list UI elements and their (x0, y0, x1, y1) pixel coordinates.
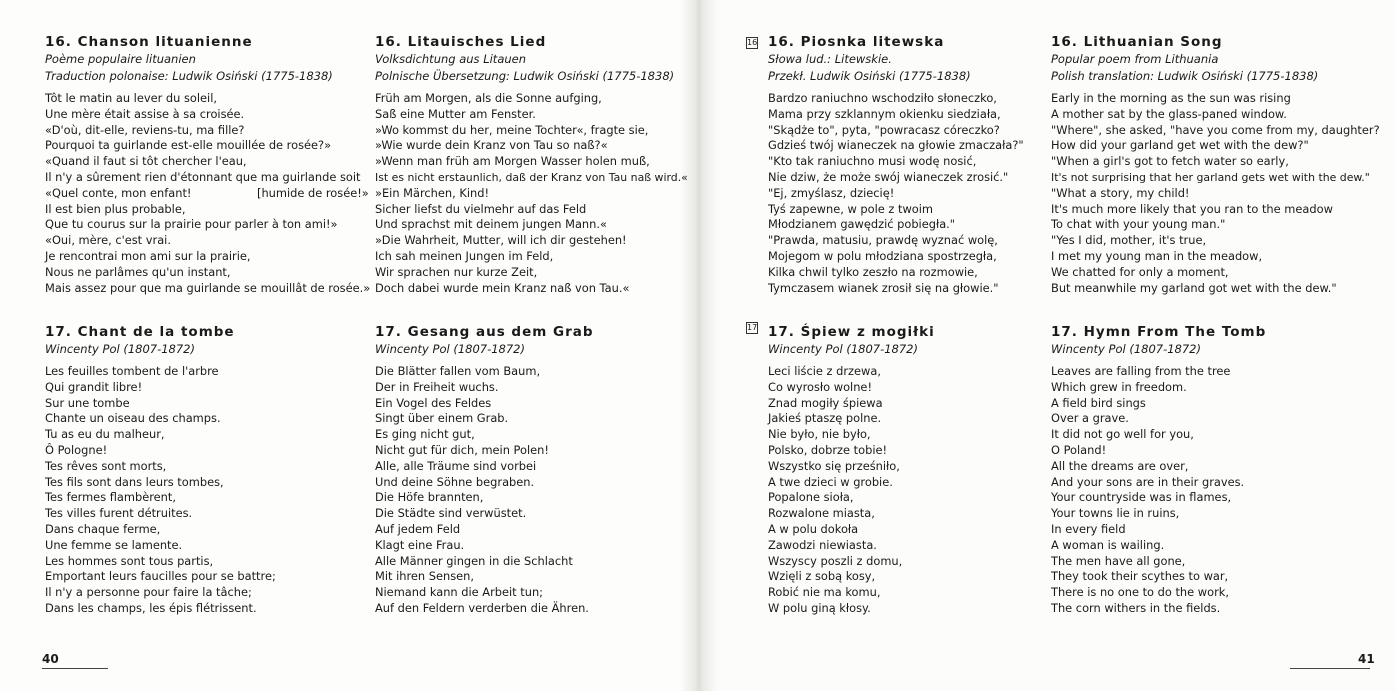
spiew-title: 17. Śpiew z mogiłki (768, 324, 935, 340)
verse-line: Mama przy szklannym okienku siedziała, (768, 106, 1001, 121)
verse-line: Tes fils sont dans leurs tombes, (45, 474, 224, 489)
verse-line: Die Blätter fallen vom Baum, (375, 364, 541, 378)
verse-line: Zawodzi niewiasta. (768, 537, 877, 552)
verse-line: There is no one to do the work, (1051, 585, 1229, 600)
verse-line-with-tag (45, 185, 369, 202)
verse-line: Emportant leurs faucilles pour se battre; (45, 569, 276, 584)
verse-line: Leci liście z drzewa, (768, 364, 881, 378)
verse-line: Wszystko się prześniło, (768, 458, 900, 473)
verse-line: Früh am Morgen, als die Sonne aufging, (375, 91, 602, 105)
verse-line: Your countryside was in flames, (1051, 490, 1232, 505)
chant-tombe-block (45, 323, 365, 617)
verse-line: We chatted for only a moment, (1051, 264, 1229, 279)
piosnka-verses (768, 91, 1088, 296)
chanson-title: 16. Chanson lituanienne (45, 34, 253, 50)
verse-line: Sur une tombe (45, 395, 130, 410)
lied-translation: Polnische Übersetzung: Ludwik Osiński (1775-1838) (375, 69, 675, 83)
verse-line: Tes rêves sont morts, (45, 458, 167, 473)
verse-line: I met my young man in the meadow, (1051, 248, 1263, 263)
verse-line: W polu giną kłosy. (768, 600, 871, 615)
verse-line: "Ej, zmyślasz, dziecię! (768, 185, 895, 200)
verse-line: Jakieś ptaszę polne. (768, 411, 882, 426)
verse-line: Alle Männer gingen in die Schlacht (375, 553, 573, 568)
verse-line: Tes fermes flambèrent, (45, 490, 176, 505)
piosnka-litewska-block (768, 33, 1088, 296)
verse-line: Bardzo raniuchno wschodziło słoneczko, (768, 91, 997, 105)
verse-continuation-tag: [humide de rosée!» (257, 185, 369, 200)
verse-line: Je rencontrai mon ami sur la prairie, (45, 248, 251, 263)
verse-line: Ein Vogel des Feldes (375, 395, 492, 410)
chant-title: 17. Chant de la tombe (45, 324, 235, 340)
verse-line: Die Städte sind verwüstet. (375, 506, 527, 521)
verse-line: They took their scythes to war, (1051, 569, 1229, 584)
piosnka-title: 16. Piosnka litewska (768, 34, 945, 50)
chanson-verses (45, 91, 371, 296)
hymn-author: Wincenty Pol (1807-1872) (1051, 342, 1201, 356)
verse-line: Tes villes furent détruites. (45, 506, 193, 521)
verse-line: Rozwalone miasta, (768, 506, 875, 521)
gesang-grab-block (375, 323, 695, 617)
verse-line: Il n'y a sûrement rien d'étonnant que ma guirlande soit (45, 169, 361, 184)
verse-line: Znad mogiły śpiewa (768, 395, 883, 410)
verse-text: «Quel conte, mon enfant! (45, 185, 192, 200)
verse-line: Nicht gut für dich, mein Polen! (375, 442, 549, 457)
verse-line: Tu as eu du malheur, (45, 427, 165, 442)
verse-line: It's much more likely that you ran to the meadow (1051, 201, 1333, 216)
chant-verses (45, 364, 365, 617)
verse-line: Il est bien plus probable, (45, 201, 186, 216)
verse-line: Ist es nicht erstaunlich, daß der Kranz von Tau naß wird.« (375, 170, 688, 184)
verse-line: Tôt le matin au lever du soleil, (45, 91, 218, 105)
piosnka-subtitle: Słowa lud.: Litewskie. (768, 52, 892, 66)
verse-line: »Die Wahrheit, Mutter, will ich dir gestehen! (375, 233, 627, 248)
verse-line: Nie dziw, że może swój wianeczek zrosić." (768, 169, 1009, 184)
page-number-left: 40 (42, 652, 59, 666)
verse-line: Leaves are falling from the tree (1051, 364, 1231, 378)
verse-line: A twe dzieci w grobie. (768, 474, 893, 489)
verse-line: Doch dabei wurde mein Kranz naß von Tau.« (375, 280, 630, 295)
verse-line: Mojegom w polu młodziana spostrzegła, (768, 248, 997, 263)
hymn-tomb-block (1051, 323, 1371, 617)
chant-author: Wincenty Pol (1807-1872) (45, 342, 195, 356)
verse-line: «Quand il faut si tôt chercher l'eau, (45, 154, 247, 169)
verse-line: Sicher liefst du vielmehr auf das Feld (375, 201, 587, 216)
verse-line: Les hommes sont tous partis, (45, 553, 214, 568)
verse-line: Les feuilles tombent de l'arbre (45, 364, 219, 378)
verse-line: Singt über einem Grab. (375, 411, 509, 426)
verse-line: Dans chaque ferme, (45, 521, 161, 536)
song-translation: Polish translation: Ludwik Osiński (1775-1838) (1051, 69, 1319, 83)
verse-line: Nie było, nie było, (768, 427, 871, 442)
verse-line: Qui grandit libre! (45, 379, 143, 394)
verse-line: Une mère était assise à sa croisée. (45, 106, 245, 121)
verse-line: In every field (1051, 521, 1126, 536)
verse-line: "Skądże to", pyta, "powracasz córeczko? (768, 122, 1000, 137)
verse-line: Młodzianem gawędzić pobiegła." (768, 217, 956, 232)
verse-line: "When a girl's got to fetch water so early, (1051, 154, 1289, 169)
litauisches-lied-block (375, 33, 695, 296)
piosnka-translation: Przekł. Ludwik Osiński (1775-1838) (768, 69, 971, 83)
verse-line: Und deine Söhne begraben. (375, 474, 535, 489)
verse-line: "Where", she asked, "have you come from my, daughter? (1051, 122, 1380, 137)
lied-verses (375, 91, 695, 296)
verse-line: And your sons are in their graves. (1051, 474, 1245, 489)
lied-subtitle: Volksdichtung aus Litauen (375, 52, 527, 66)
verse-line: Ô Pologne! (45, 442, 108, 457)
verse-line: Mais assez pour que ma guirlande se mouillât de rosée.» (45, 280, 371, 295)
verse-line: It did not go well for you, (1051, 427, 1194, 442)
verse-line: Que tu courus sur la prairie pour parler à ton ami!» (45, 217, 338, 232)
spiew-verses (768, 364, 1088, 617)
verse-line: «D'où, dit-elle, reviens-tu, ma fille? (45, 122, 245, 137)
verse-line: Nous ne parlâmes qu'un instant, (45, 264, 231, 279)
verse-line: Saß eine Mutter am Fenster. (375, 106, 536, 121)
verse-line: "Yes I did, mother, it's true, (1051, 233, 1207, 248)
verse-line: »Wie wurde dein Kranz von Tau so naß?« (375, 138, 608, 153)
verse-line: Auf jedem Feld (375, 521, 461, 536)
verse-line: A w polu dokoła (768, 521, 859, 536)
verse-line: Early in the morning as the sun was rising (1051, 91, 1291, 105)
verse-line: Mit ihren Sensen, (375, 569, 474, 584)
verse-line: A mother sat by the glass-paned window. (1051, 106, 1287, 121)
verse-line: Der in Freiheit wuchs. (375, 379, 499, 394)
verse-line: Robić nie ma komu, (768, 585, 881, 600)
spiew-mogilki-block (768, 323, 1088, 617)
song-verses (1051, 91, 1380, 296)
verse-line: The men have all gone, (1051, 553, 1186, 568)
verse-line: Die Höfe brannten, (375, 490, 484, 505)
verse-line: Und sprachst mit deinem jungen Mann.« (375, 217, 607, 232)
verse-line: Tyś zapewne, w pole z twoim (768, 201, 934, 216)
lied-title: 16. Litauisches Lied (375, 34, 547, 50)
chanson-translation: Traduction polonaise: Ludwik Osiński (1775-1838) (45, 69, 333, 83)
verse-line: How did your garland get wet with the dew?" (1051, 138, 1309, 153)
verse-line: »Wo kommst du her, meine Tochter«, fragte sie, (375, 122, 649, 137)
verse-line: »Ein Märchen, Kind! (375, 185, 490, 200)
verse-line: Ich sah meinen Jungen im Feld, (375, 248, 554, 263)
verse-line: Over a grave. (1051, 411, 1129, 426)
verse-line: A woman is wailing. (1051, 537, 1165, 552)
verse-line: O Poland! (1051, 442, 1107, 457)
verse-line: Co wyrosło wolne! (768, 379, 873, 394)
track-number-box: 17 (747, 323, 758, 332)
gesang-author: Wincenty Pol (1807-1872) (375, 342, 525, 356)
page-number-rule-left (42, 668, 108, 669)
verse-line: Auf den Feldern verderben die Ähren. (375, 600, 589, 615)
page-number-rule-right (1290, 668, 1370, 669)
verse-line: The corn withers in the fields. (1051, 600, 1221, 615)
verse-line: Es ging nicht gut, (375, 427, 475, 442)
gesang-title: 17. Gesang aus dem Grab (375, 324, 594, 340)
song-subtitle: Popular poem from Lithuania (1051, 52, 1219, 66)
verse-line: Alle, alle Träume sind vorbei (375, 458, 537, 473)
verse-line: Dans les champs, les épis flétrissent. (45, 600, 257, 615)
lithuanian-song-block (1051, 33, 1380, 296)
verse-line: Wszyscy poszli z domu, (768, 553, 903, 568)
verse-line: «Oui, mère, c'est vrai. (45, 233, 171, 248)
song-title: 16. Lithuanian Song (1051, 34, 1223, 50)
verse-line: "What a story, my child! (1051, 185, 1190, 200)
verse-line: Kilka chwil tylko zeszło na rozmowie, (768, 264, 978, 279)
verse-line: Klagt eine Frau. (375, 537, 465, 552)
chanson-lituanienne-block (45, 33, 371, 296)
verse-line: "Prawda, matusiu, prawdę wyznać wolę, (768, 233, 998, 248)
track-number-box: 16 (747, 38, 758, 47)
verse-line: Your towns lie in ruins, (1051, 506, 1180, 521)
verse-line: Une femme se lamente. (45, 537, 183, 552)
spiew-author: Wincenty Pol (1807-1872) (768, 342, 918, 356)
verse-line: It's not surprising that her garland gets wet with the dew." (1051, 170, 1370, 184)
verse-line: Il n'y a personne pour faire la tâche; (45, 585, 252, 600)
verse-line: Popalone sioła, (768, 490, 854, 505)
gesang-verses (375, 364, 695, 617)
verse-line: Niemand kann die Arbeit tun; (375, 585, 544, 600)
verse-line: Wir sprachen nur kurze Zeit, (375, 264, 538, 279)
verse-line: A field bird sings (1051, 395, 1146, 410)
hymn-title: 17. Hymn From The Tomb (1051, 324, 1267, 340)
verse-line: "Kto tak raniuchno musi wodę nosić, (768, 154, 977, 169)
chanson-subtitle: Poème populaire lituanien (45, 52, 196, 66)
verse-line: Chante un oiseau des champs. (45, 411, 221, 426)
verse-line: Tymczasem wianek zrosił się na głowie." (768, 280, 999, 295)
verse-line: Pourquoi ta guirlande est-elle mouillée de rosée?» (45, 138, 332, 153)
verse-line: Which grew in freedom. (1051, 379, 1187, 394)
verse-line: Wzięli z sobą kosy, (768, 569, 876, 584)
verse-line: Polsko, dobrze tobie! (768, 442, 888, 457)
page-number-right: 41 (1358, 652, 1375, 666)
verse-line: To chat with your young man." (1051, 217, 1226, 232)
verse-line: Gdzieś twój wianeczek na głowie zmaczała?" (768, 138, 1024, 153)
hymn-verses (1051, 364, 1371, 617)
verse-line: »Wenn man früh am Morgen Wasser holen muß, (375, 154, 650, 169)
verse-line: All the dreams are over, (1051, 458, 1189, 473)
verse-line: But meanwhile my garland got wet with the dew." (1051, 280, 1337, 295)
